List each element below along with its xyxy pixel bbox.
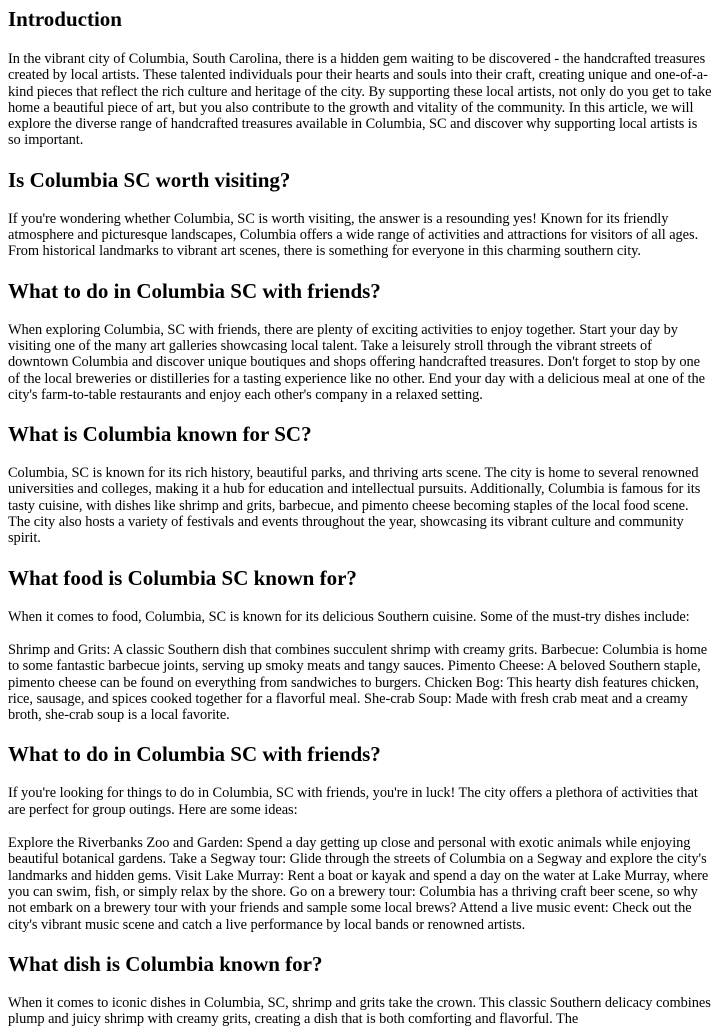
section-paragraph: Columbia, SC is known for its rich history, beautiful parks, and thriving arts scene. The city is home to several renowned universities and colleges, making it a hub for education and intellectual pursuits. Additionally, Columbia is famous for its tasty cuisine, with dishes like shrimp and grits, barbecue, and pimento cheese becoming staples of the local food scene. The city also hosts a variety of festivals and events throughout the year, showcasing its vibrant culture and community spirit. (8, 465, 701, 547)
section-paragraph: If you're wondering whether Columbia, SC is worth visiting, the answer is a resounding yes! Known for its friendly atmosphere and picturesque landscapes, Columbia offers a wide range of activities and attractions for visitors of all ages. From historical landmarks to vibrant art scenes, there is something for everyone in this charming southern city. (8, 210, 699, 260)
section-activities-with-friends (8, 741, 712, 932)
section-known-for (8, 421, 712, 546)
section-paragraph: Explore the Riverbanks Zoo and Garden: Spend a day getting up close and personal with exotic animals while enjoying beautiful botanical gardens. Take a Segway tour: Glide through the streets of Columbia on a Segway and explore the city's landmarks and hidden gems. Visit Lake Murray: Rent a boat or kayak and spend a day on the water at Lake Murray, where you can swim, fish, or simply relax by the shore. Go on a brewery tour: Columbia has a thriving craft beer scene, so why not embark on a brewery tour with your friends and sample some local brews? Attend a live music event: Check out the city's vibrant music scene and catch a live performance by local bands or renowned artists. (8, 835, 709, 933)
section-heading: Is Columbia SC worth visiting? (8, 167, 291, 192)
section-heading: What is Columbia known for SC? (8, 422, 312, 447)
section-introduction (8, 6, 712, 149)
section-paragraph: When it comes to food, Columbia, SC is known for its delicious Southern cuisine. Some of the must-try dishes include: (8, 608, 690, 625)
section-food (8, 565, 712, 724)
section-dish (8, 951, 712, 1027)
section-worth-visiting (8, 167, 712, 260)
section-heading: Introduction (8, 7, 122, 31)
section-paragraph: When exploring Columbia, SC with friends, there are plenty of exciting activities to enjoy together. Start your day by visiting one of the many art galleries showcasing local talent. Take a leisurely stroll through the vibrant streets of downtown Columbia and discover unique boutiques and shops offering handcrafted treasures. Don't forget to stop by one of the local breweries or distilleries for a tasting experience like no other. End your day with a delicious meal at one of the city's farm-to-table restaurants and enjoy each other's company in a relaxed setting. (8, 321, 705, 403)
section-heading: What to do in Columbia SC with friends? (8, 278, 381, 303)
article (0, 6, 720, 1027)
section-paragraph: Shrimp and Grits: A classic Southern dish that combines succulent shrimp with creamy grits. Barbecue: Columbia is home to some fantastic barbecue joints, serving up smoky meats and tangy sauces. Pimento Cheese: A beloved Southern staple, pimento cheese can be found on everything from sandwiches to burgers. Chicken Bog: This hearty dish features chicken, rice, sausage, and spices cooked together for a flavorful meal. She-crab Soup: Made with fresh crab meat and a creamy broth, she-crab soup is a local favorite. (8, 641, 708, 724)
section-paragraph: When it comes to iconic dishes in Columbia, SC, shrimp and grits take the crown. This classic Southern delicacy combines plump and juicy shrimp with creamy grits, creating a dish that is both comforting and flavorful. The (8, 994, 711, 1027)
section-paragraph: If you're looking for things to do in Columbia, SC with friends, you're in luck! The city offers a plethora of activities that are perfect for group outings. Here are some ideas: (8, 785, 698, 818)
section-paragraph: In the vibrant city of Columbia, South Carolina, there is a hidden gem waiting to be discovered - the handcrafted treasures created by local artists. These talented individuals pour their hearts and souls into their craft, creating unique and one-of-a-kind pieces that reflect the rich culture and heritage of the city. By supporting these local artists, not only do you get to take home a beautiful piece of art, but you also contribute to the growth and vitality of the community. In this article, we will explore the diverse range of handcrafted treasures available in Columbia, SC and discover why supporting local artists is so important. (8, 51, 712, 149)
section-things-with-friends (8, 278, 712, 403)
section-heading: What food is Columbia SC known for? (8, 565, 357, 590)
section-heading: What to do in Columbia SC with friends? (8, 742, 381, 767)
section-heading: What dish is Columbia known for? (8, 951, 323, 976)
